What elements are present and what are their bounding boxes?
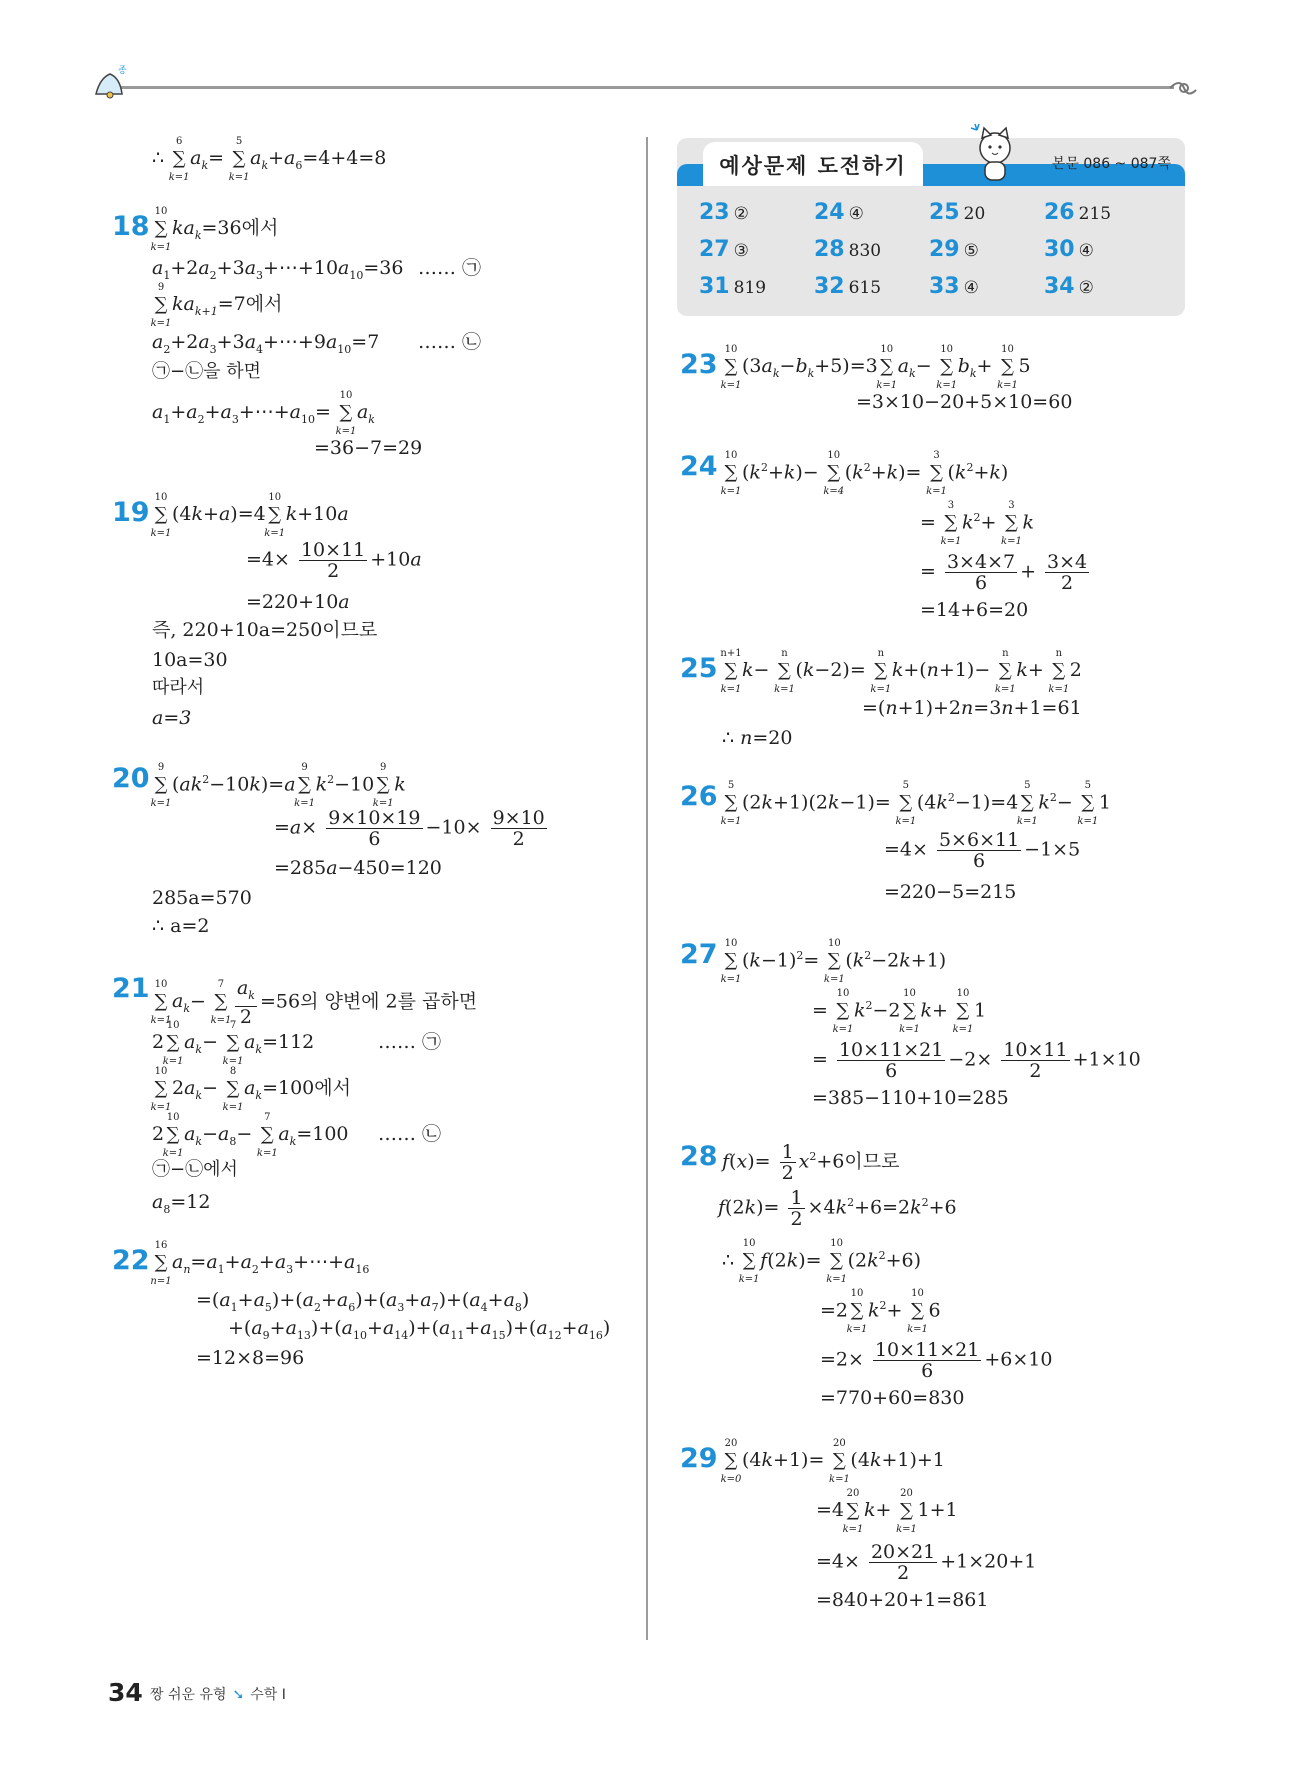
answer-23: 23 ② [699,200,749,225]
eq-18-line6: =36−7=29 [314,437,423,459]
text-21c: ㉠−㉡에서 [152,1159,238,1180]
eq-24-line3: = $\frac{3\times 4\times 7}{6}$ + $\frac{3\times 4}{2}$ [920,551,1088,594]
eq-17-conclusion: ∴ ∑ 6 k=1 $a_k=$ ∑ 5 k=1 $a_k+a_6=4+4=8$ [152,136,387,183]
top-rule [104,86,1174,89]
eq-29-line2: =4 ∑ 20 k=1 k+ ∑ 20 k=1 1+1 [816,1488,958,1535]
column-divider [646,137,648,1640]
eq-26-line1: ∑ 5 k=1 (2k+1)(2k−1)= ∑ 5 k=1 $(4k^2-1)=4$ ∑ 5 k=1 $k^2-$ ∑ 5 k=1 1 [720,780,1111,828]
eq-20-line1: ∑ 9 k=1 $(ak^2-10k)=a$ ∑ 9 k=1 $k^2-10$ ∑ 9 k=1 k [150,762,406,810]
eq-21-line1: ∑ 10 k=1 $a_k-$ ∑ 7 k=1 $\frac{a_k}{2}$ =56의 양변에 2를 곱하면 [150,977,478,1028]
text-21a: =56의 양변에 2를 곱하면 [259,990,478,1013]
eq-27-line3: = $\frac{10\times 11\times 21}{6}$ −2× $\frac{10\times 11}{2}$ +1×10 [812,1039,1141,1082]
eq-22-line2: $=(a_1+a_5)+(a_2+a_6)+(a_3+a_7)+(a_4+a_8)$ [196,1289,530,1314]
answer-27: 27 ③ [699,237,749,262]
bell-icon [90,64,130,100]
problem-number-26: 26 [680,781,718,812]
eq-24-line2: = ∑ 3 k=1 $k^2+$ ∑ 3 k=1 k [920,500,1034,548]
marker-1: …… ㉠ [418,257,482,279]
eq-25-line2: =(n+1)+2n=3n+1=61 [862,697,1082,719]
eq-21-line3: ∑ 10 k=1 $2a_k-$ ∑ 8 k=1 $a_k=100$에서 [150,1066,351,1113]
eq-20-line3: =285a−450=120 [274,857,442,879]
problem-number-28: 28 [680,1141,718,1172]
page-number: 34 [108,1678,143,1707]
eq-27-line4: =385−110+10=285 [812,1087,1009,1109]
eq-18-line4: $a_2+2a_3+3a_4+\cdots+9a_{10}=7$ [152,331,380,356]
text-19a: 즉, 220+10a=250이므로 [152,619,378,641]
answer-29: 29 ⑤ [929,237,979,262]
answer-34: 34 ② [1044,274,1094,299]
eq-27-line2: = ∑ 10 k=1 $k^2-2$ ∑ 10 k=1 k+ ∑ 10 k=1 1 [812,988,987,1036]
eq-21-line2: 2 ∑ 10 k=1 $a_k-$ ∑ 7 k=1 $a_k=112$ [152,1020,315,1067]
text-18c: ㉠−㉡을 하면 [152,361,261,382]
text-21b: 에서 [314,1077,351,1099]
eq-28-line6: =770+60=830 [820,1387,965,1409]
text-28a: 이므로 [844,1150,900,1173]
answer-box-reference: 본문 086 ~ 087쪽 [1051,156,1171,172]
problem-number-21: 21 [112,973,150,1004]
eq-22-line1: ∑ 16 n=1 $a_n=a_1+a_2+a_3+\cdots+a_{16}$ [150,1240,370,1287]
answer-26: 26 215 [1044,200,1112,225]
eq-28-line5: =2× $\frac{10\times 11\times 21}{6}$ +6×10 [820,1339,1053,1382]
problem-number-22: 22 [112,1245,150,1276]
eq-29-line4: =840+20+1=861 [816,1589,989,1611]
ribbon-knot-icon [1168,76,1198,102]
answer-31: 31 819 [699,274,767,299]
problem-number-19: 19 [112,497,150,528]
text-19d: a=3 [152,707,192,729]
eq-22-line3: $+(a_9+a_{13})+(a_{10}+a_{14})+(a_{11}+a_{15})+(a_{12}+a_{16})$ [228,1317,611,1342]
answer-25: 25 20 [929,200,986,225]
problem-number-23: 23 [680,349,718,380]
eq-21-line5: $a_8=12$ [152,1191,211,1216]
eq-27-line1: ∑ 10 k=1 $(k-1)^2=$ ∑ 10 k=1 $(k^2-2k+1)$ [720,938,947,986]
eq-21-line4: 2 ∑ 10 k=1 $a_k-a_8-$ ∑ 7 k=1 $a_k=100$ [152,1112,349,1159]
problem-number-20: 20 [112,763,150,794]
answer-box [677,138,1185,316]
eq-19-line1: ∑ 10 k=1 (4k+a)=4 ∑ 10 k=1 k+10a [150,492,349,539]
eq-18-line5: $a_1+a_2+a_3+\cdots+a_{10}=$ ∑ 10 k=1 $a_k$ [152,390,375,437]
subject-name: 수학 Ⅰ [250,1687,286,1703]
answer-box-title: 예상문제 도전하기 [703,142,923,186]
eq-22-line4: =12×8=96 [196,1347,305,1369]
text-19c: 따라서 [152,677,205,698]
eq-29-line1: ∑ 20 k=0 (4k+1)= ∑ 20 k=1 (4k+1)+1 [720,1438,945,1485]
eq-23-line2: =3×10−20+5×10=60 [856,391,1073,413]
marker-2: …… ㉡ [418,331,482,353]
text-20b: ∴ a=2 [152,915,210,937]
eq-28-line1: f(x)= $\frac{1}{2}$ $x^2+6$이므로 [722,1141,900,1184]
problem-number-18: 18 [112,211,150,242]
eq-18-line3: ∑ 9 k=1 $ka_{k+1}=7$에서 [150,282,283,329]
eq-28-line2: f(2k)= $\frac{1}{2}$ $\times 4k^2+6=2k^2+6$ [718,1187,957,1230]
answer-32: 32 615 [814,274,882,299]
eq-23-line1: ∑ 10 k=1 $(3a_k-b_k+5)=3$ ∑ 10 k=1 $a_k-$ ∑ 10 k=1 $b_k+$ ∑ 10 k=1 5 [720,344,1031,391]
eq-28-line3: ∴ ∑ 10 k=1 f(2k)= ∑ 10 k=1 $(2k^2+6)$ [722,1238,922,1286]
eq-24-line1: ∑ 10 k=1 $(k^2+k)-$ ∑ 10 k=4 $(k^2+k)=$ ∑ 3 k=1 $(k^2+k)$ [720,450,1009,498]
eq-24-line4: =14+6=20 [920,599,1029,621]
text-18a: 에서 [241,217,279,239]
answer-28: 28 830 [814,237,882,262]
answer-30: 30 ④ [1044,237,1094,262]
problem-number-27: 27 [680,939,718,970]
eq-25-line3: ∴ n=20 [722,727,793,749]
eq-29-line3: =4× $\frac{20\times 21}{2}$ +1×20+1 [816,1541,1037,1584]
eq-28-line4: =2 ∑ 10 k=1 $k^2+$ ∑ 10 k=1 6 [820,1288,941,1336]
text-19b: 10a=30 [152,649,228,671]
eq-26-line3: =220−5=215 [884,881,1017,903]
eq-20-line2: =a× $\frac{9\times 10\times 19}{6}$ −10× $\frac{9\times 10}{2}$ [274,807,545,850]
marker-3: …… ㉠ [378,1031,442,1053]
text-18b: 에서 [245,293,283,315]
eq-26-line2: =4× $\frac{5\times 6\times 11}{6}$ −1×5 [884,829,1081,872]
eq-19-line2: =4× $\frac{10\times 11}{2}$ +10a [246,539,422,582]
text-20a: 285a=570 [152,887,252,909]
eq-18-line1: ∑ 10 k=1 $ka_k=36$에서 [150,206,279,253]
svg-text:종: 종 [118,66,127,76]
footer-book-title [150,1684,286,1704]
eq-18-line2: $a_1+2a_2+3a_3+\cdots+10a_{10}=36$ [152,257,404,282]
problem-number-24: 24 [680,451,718,482]
eq-19-line3: =220+10a [246,591,350,613]
eq-25-line1: ∑ n+1 k=1 k− ∑ n k=1 (k−2)= ∑ n k=1 k+(n+1)− ∑ n k=1 k+ ∑ n k=1 2 [720,648,1082,695]
answer-33: 33 ④ [929,274,979,299]
book-name: 짱 쉬운 유형 [150,1687,227,1703]
cat-mascot-icon [967,122,1023,186]
answer-24: 24 ④ [814,200,864,225]
problem-number-25: 25 [680,653,718,684]
arrow-icon: ➘ [232,1687,245,1703]
problem-number-29: 29 [680,1443,718,1474]
marker-4: …… ㉡ [378,1123,442,1145]
